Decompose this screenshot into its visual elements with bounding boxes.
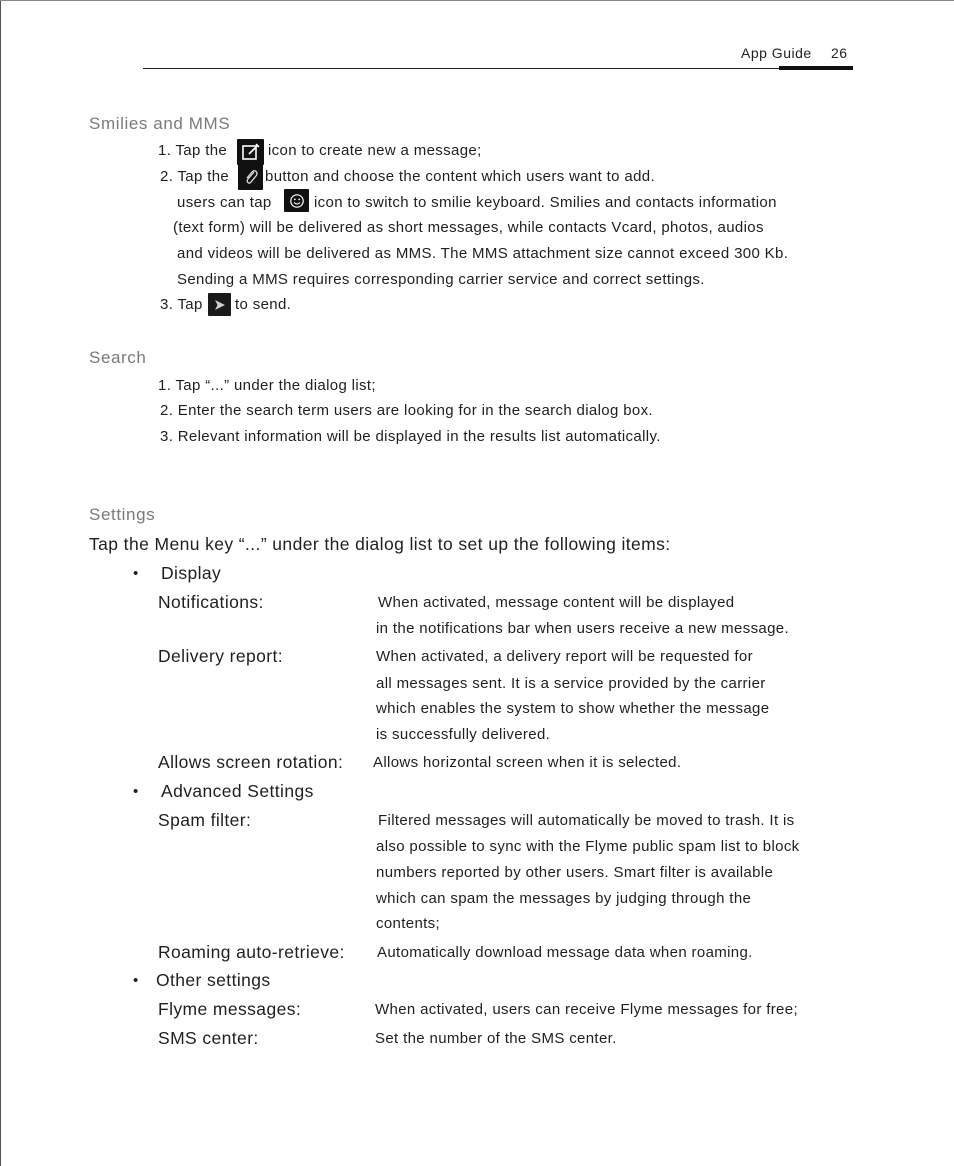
desc-roaming-1: Automatically download message data when roaming. xyxy=(377,944,753,961)
compose-icon xyxy=(237,139,264,165)
desc-delivery-3: which enables the system to show whether the message xyxy=(376,700,770,717)
desc-spam-2: also possible to sync with the Flyme public spam list to block xyxy=(376,838,800,855)
smilies-step-2-cont-end: icon to switch to smilie keyboard. Smilies and contacts information xyxy=(314,194,777,211)
term-spam-filter: Spam filter: xyxy=(158,810,252,830)
term-roaming: Roaming auto-retrieve: xyxy=(158,942,345,962)
desc-spam-1: Filtered messages will automatically be moved to trash. It is xyxy=(378,812,795,829)
page-left-edge xyxy=(0,0,1,1166)
desc-delivery-4: is successfully delivered. xyxy=(376,726,551,743)
section-heading-smilies: Smilies and MMS xyxy=(89,114,231,133)
desc-rotation-1: Allows horizontal screen when it is selected. xyxy=(373,754,682,771)
smilies-step-3-end: to send. xyxy=(235,296,292,313)
section-heading-search: Search xyxy=(89,348,147,367)
desc-delivery-1: When activated, a delivery report will be requested for xyxy=(376,648,753,665)
header-accent-bar xyxy=(779,66,853,70)
smilies-step-2-end: button and choose the content which users want to add. xyxy=(265,168,655,185)
paperclip-icon xyxy=(238,164,263,190)
smilies-step-2-line-3: (text form) will be delivered as short messages, while contacts Vcard, photos, audios xyxy=(173,219,764,236)
term-flyme-messages: Flyme messages: xyxy=(158,999,302,1019)
bullet-other: • xyxy=(133,972,139,989)
smilies-step-2-line-4: and videos will be delivered as MMS. The MMS attachment size cannot exceed 300 Kb. xyxy=(177,245,789,262)
page-top-edge xyxy=(0,0,954,1)
smilies-step-2-cont-start: users can tap xyxy=(177,194,272,211)
smilies-step-1-start: 1. Tap the xyxy=(158,142,228,159)
term-delivery-report: Delivery report: xyxy=(158,646,284,666)
smiley-icon xyxy=(284,189,309,212)
smilies-step-3-start: 3. Tap xyxy=(160,296,203,313)
desc-notifications-1: When activated, message content will be displayed xyxy=(378,594,735,611)
smilies-step-1-end: icon to create new a message; xyxy=(268,142,482,159)
section-heading-settings: Settings xyxy=(89,505,156,524)
term-notifications: Notifications: xyxy=(158,592,264,612)
bullet-display: • xyxy=(133,565,139,582)
smilies-step-2-start: 2. Tap the xyxy=(160,168,230,185)
search-step-3: 3. Relevant information will be displayed in the results list automatically. xyxy=(160,428,661,445)
group-display: Display xyxy=(161,563,222,583)
header-title: App Guide xyxy=(741,45,812,61)
desc-sms-1: Set the number of the SMS center. xyxy=(375,1030,617,1047)
term-screen-rotation: Allows screen rotation: xyxy=(158,752,344,772)
group-other-settings: Other settings xyxy=(156,970,271,990)
desc-spam-4: which can spam the messages by judging through the xyxy=(376,890,752,907)
smilies-step-2-line-5: Sending a MMS requires corresponding carrier service and correct settings. xyxy=(177,271,705,288)
term-sms-center: SMS center: xyxy=(158,1028,259,1048)
settings-intro: Tap the Menu key “...” under the dialog list to set up the following items: xyxy=(89,534,671,554)
desc-spam-5: contents; xyxy=(376,915,441,932)
bullet-advanced: • xyxy=(133,783,139,800)
search-step-1: 1. Tap “...” under the dialog list; xyxy=(158,377,376,394)
desc-flyme-1: When activated, users can receive Flyme messages for free; xyxy=(375,1001,798,1018)
page-number: 26 xyxy=(831,45,848,61)
desc-spam-3: numbers reported by other users. Smart filter is available xyxy=(376,864,774,881)
group-advanced-settings: Advanced Settings xyxy=(161,781,314,801)
desc-delivery-2: all messages sent. It is a service provided by the carrier xyxy=(376,675,766,692)
search-step-2: 2. Enter the search term users are looking for in the search dialog box. xyxy=(160,402,653,419)
send-icon xyxy=(208,293,231,316)
desc-notifications-2: in the notifications bar when users receive a new message. xyxy=(376,620,790,637)
header-rule xyxy=(143,68,853,69)
